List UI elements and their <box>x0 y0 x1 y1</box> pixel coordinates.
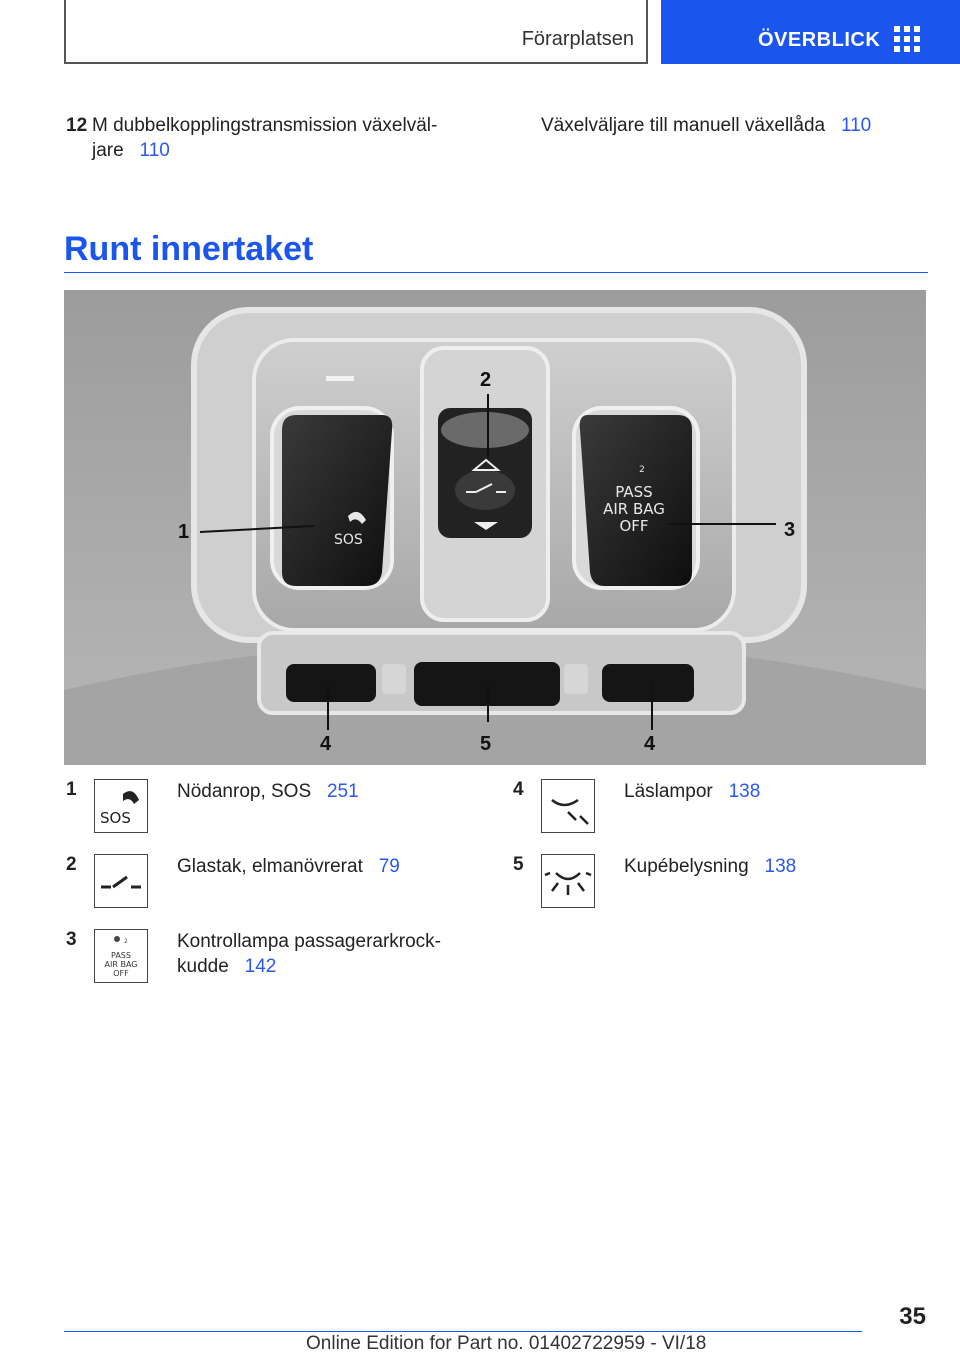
footer-edition-text: Online Edition for Part no. 01402722959 - VI/18 <box>306 1333 707 1354</box>
overview-tab-label: ÖVERBLICK <box>758 29 881 51</box>
header-section-title: Förarplatsen <box>521 28 634 50</box>
interior-light-icon <box>541 854 595 908</box>
item-number: 3 <box>66 929 77 950</box>
svg-text:4: 4 <box>644 733 656 755</box>
item-text <box>177 779 359 804</box>
page-link[interactable]: 110 <box>139 140 170 161</box>
item-label: Kontrollampa passagerarkrock- <box>177 931 442 952</box>
grid-icon <box>894 26 920 52</box>
svg-text:5: 5 <box>480 733 492 755</box>
page-link[interactable]: 138 <box>728 781 761 802</box>
intro-item-number: 12 <box>66 115 88 136</box>
page-link[interactable]: 142 <box>244 956 277 977</box>
page-link[interactable]: 79 <box>378 856 400 877</box>
glass-roof-icon <box>94 854 148 908</box>
page-link[interactable]: 251 <box>326 781 359 802</box>
item-number: 2 <box>66 854 77 875</box>
item-text <box>177 929 441 979</box>
svg-text:SOS: SOS <box>100 809 131 827</box>
airbag-off-icon <box>94 929 148 983</box>
title-rule <box>64 272 928 273</box>
svg-text:AIR BAG: AIR BAG <box>104 960 138 969</box>
overhead-console-illustration <box>64 290 926 765</box>
item-number: 5 <box>513 854 524 875</box>
svg-text:1: 1 <box>178 521 190 543</box>
item-text <box>177 854 400 879</box>
item-text <box>624 779 760 804</box>
page-link[interactable]: 110 <box>840 115 872 136</box>
intro-item-12 <box>66 113 437 163</box>
footer-rule <box>64 1331 862 1332</box>
item-label: Kupébelysning <box>624 856 749 877</box>
svg-text:AIR BAG: AIR BAG <box>603 500 665 518</box>
intro-item-text-line2: jare <box>92 140 124 161</box>
svg-text:PASS: PASS <box>111 951 131 960</box>
item-number: 1 <box>66 779 77 800</box>
svg-text:3: 3 <box>784 519 796 541</box>
item-number: 4 <box>513 779 524 800</box>
intro-item-gear-selector <box>541 113 871 138</box>
item-label: Glastak, elmanövrerat <box>177 856 363 877</box>
svg-text:2: 2 <box>124 938 128 945</box>
page-link[interactable]: 138 <box>764 856 797 877</box>
item-label: Nödanrop, SOS <box>177 781 312 802</box>
header-section-box <box>64 0 648 64</box>
svg-text:SOS: SOS <box>334 532 363 548</box>
item-text <box>624 854 796 879</box>
intro-item-text: Växelväljare till manuell växellåda <box>541 115 826 136</box>
item-label-line2: kudde <box>177 956 229 977</box>
page-number: 35 <box>899 1303 926 1330</box>
svg-text:PASS: PASS <box>615 483 653 501</box>
section-title: Runt innertaket <box>64 230 314 268</box>
intro-item-text-line1: M dubbelkopplingstransmission växelväl- <box>92 115 438 136</box>
svg-text:OFF: OFF <box>619 517 649 535</box>
svg-text:OFF: OFF <box>113 969 129 978</box>
reading-lamp-icon <box>541 779 595 833</box>
overview-tab[interactable] <box>661 0 960 64</box>
svg-text:4: 4 <box>320 733 332 755</box>
svg-text:2: 2 <box>639 465 645 475</box>
svg-text:2: 2 <box>480 369 492 391</box>
item-label: Läslampor <box>624 781 713 802</box>
sos-icon <box>94 779 148 833</box>
